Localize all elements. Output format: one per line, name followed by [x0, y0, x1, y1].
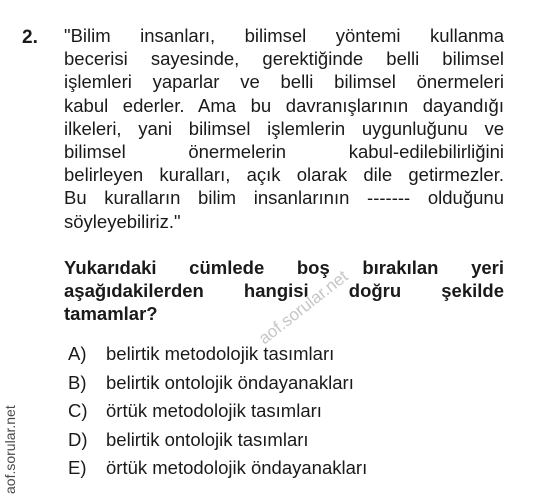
passage-line: ilkeleri, yani bilimsel işlemlerin uygunluğunu ve — [64, 117, 504, 139]
option-letter: D) — [68, 428, 88, 450]
prompt-line: Yukarıdaki cümlede boş bırakılan yeri — [64, 257, 504, 278]
passage-line: becerisi sayesinde, gerektiğinde belli bilimsel — [64, 48, 504, 70]
passage-line: Bu kuralların bilim insanlarının ------- olduğunu — [64, 187, 504, 209]
prompt-line: tamamlar? — [64, 303, 158, 325]
option-letter: B) — [68, 371, 87, 393]
option-e[interactable] — [68, 454, 488, 483]
option-a[interactable] — [68, 340, 488, 369]
passage-line: kabul ederler. Ama bu davranışlarının dayandığı — [64, 94, 504, 116]
passage-line: söyleyebiliriz." — [64, 210, 181, 232]
option-b[interactable] — [68, 369, 488, 398]
question-number: 2. — [22, 27, 38, 48]
option-letter: A) — [68, 343, 87, 364]
passage-line: "Bilim insanları, bilimsel yöntemi kullanma — [64, 25, 504, 46]
option-letter: C) — [68, 400, 88, 421]
option-d[interactable] — [68, 426, 488, 455]
option-text: belirtik metodolojik tasımları — [106, 343, 335, 364]
passage-line: belirleyen kuralları, açık olarak dile getirmezler. — [64, 164, 504, 186]
option-text: belirtik ontolojik tasımları — [106, 428, 309, 450]
option-text: belirtik ontolojik öndayanakları — [106, 371, 354, 393]
question-passage — [64, 24, 504, 233]
option-c[interactable] — [68, 397, 488, 426]
watermark-diagonal: aof.sorular.net — [255, 266, 352, 348]
option-text: örtük metodolojik tasımları — [106, 400, 322, 421]
option-text: örtük metodolojik öndayanakları — [106, 457, 368, 478]
answer-options — [68, 340, 488, 483]
watermark-side: aof.sorular.net — [2, 405, 18, 494]
passage-line: işlemleri yaparlar ve belli bilimsel önermeleri — [64, 71, 504, 93]
prompt-line: aşağıdakilerden hangisi doğru şekilde — [64, 280, 504, 302]
passage-line: bilimsel önermelerin kabul-edilebilirliğini — [64, 140, 504, 162]
option-letter: E) — [68, 457, 87, 478]
